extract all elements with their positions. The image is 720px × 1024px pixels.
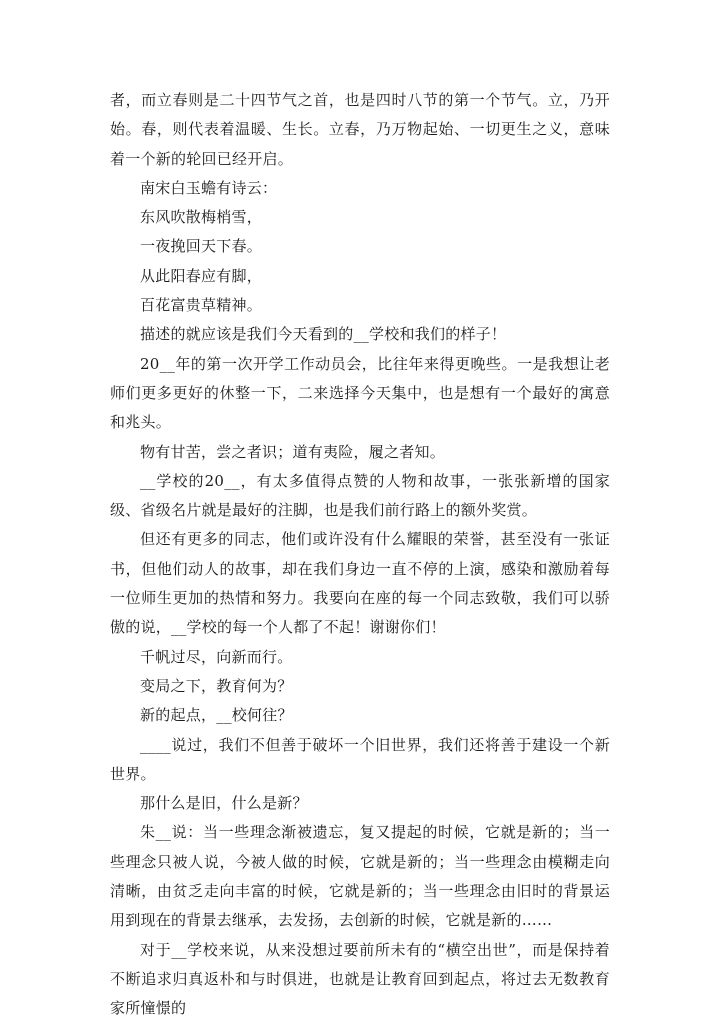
paragraph-school-description: 描述的就应该是我们今天看到的__学校和我们的样子！ — [140, 325, 507, 344]
paragraph-gratitude: 但还有更多的同志，他们或许没有什么耀眼的荣誉，甚至没有一张证书，但他们动人的故事，却在我们身边一直不停的上演，感染和激励着每一位师生更加的热情和努力。我要向在座的每一个同志致敬，我们可以骄傲的说，__学校的每一个人都了不起！谢谢你们！ — [110, 530, 610, 637]
paragraph-quote-new-world: ____说过，我们不但善于破坏一个旧世界，我们还将善于建设一个新世界。 — [110, 735, 610, 783]
paragraph-school-vision: 对于__学校来说，从来没想过要前所未有的“横空出世”，而是保持着不断追求归真返朴和与时俱进，也就是让教育回到起点，将过去无数教育家所憧憬的 — [110, 940, 610, 1018]
poem-line-4: 百花富贵草精神。 — [140, 296, 263, 315]
paragraph-spring-intro: 者，而立春则是二十四节气之首，也是四时八节的第一个节气。立，乃开始。春，则代表着温暖、生长。立春，乃万物起始、一切更生之义，意味着一个新的轮回已经开启。 — [110, 91, 610, 168]
paragraph-question-school: 新的起点，__校何往？ — [140, 706, 293, 725]
document-body — [110, 86, 610, 1024]
poem-line-1: 东风吹散梅梢雪， — [140, 208, 263, 227]
paragraph-zhu-quote: 朱__说：当一些理念渐被遗忘，复又提起的时候，它就是新的；当一些理念只被人说，今被人做的时候，它就是新的；当一些理念由模糊走向清晰，由贫乏走向丰富的时候，它就是新的；当一些理念由旧时的背景运用到现在的背景去继承，去发扬，去创新的时候，它就是新的…… — [110, 823, 610, 930]
paragraph-achievements: __学校的20__，有太多值得点赞的人物和故事，一张张新增的国家级、省级名片就是最好的注脚，也是我们前行路上的额外奖赏。 — [110, 471, 610, 520]
paragraph-poem-intro: 南宋白玉蟾有诗云： — [140, 178, 278, 197]
poem-line-3: 从此阳春应有脚， — [140, 266, 263, 285]
paragraph-meeting: 20__年的第一次开学工作动员会，比往年来得更晚些。一是我想让老师们更多更好的休整一下，二来选择今天集中，也是想有一个最好的寓意和兆头。 — [110, 354, 610, 432]
poem-line-2: 一夜挽回天下春。 — [140, 237, 263, 256]
paragraph-proverb: 物有甘苦，尝之者识；道有夷险，履之者知。 — [140, 442, 446, 461]
paragraph-question-education: 变局之下，教育何为？ — [140, 676, 293, 695]
paragraph-old-new-question: 那什么是旧，什么是新？ — [140, 794, 308, 813]
paragraph-sails: 千帆过尽，向新而行。 — [140, 647, 293, 666]
